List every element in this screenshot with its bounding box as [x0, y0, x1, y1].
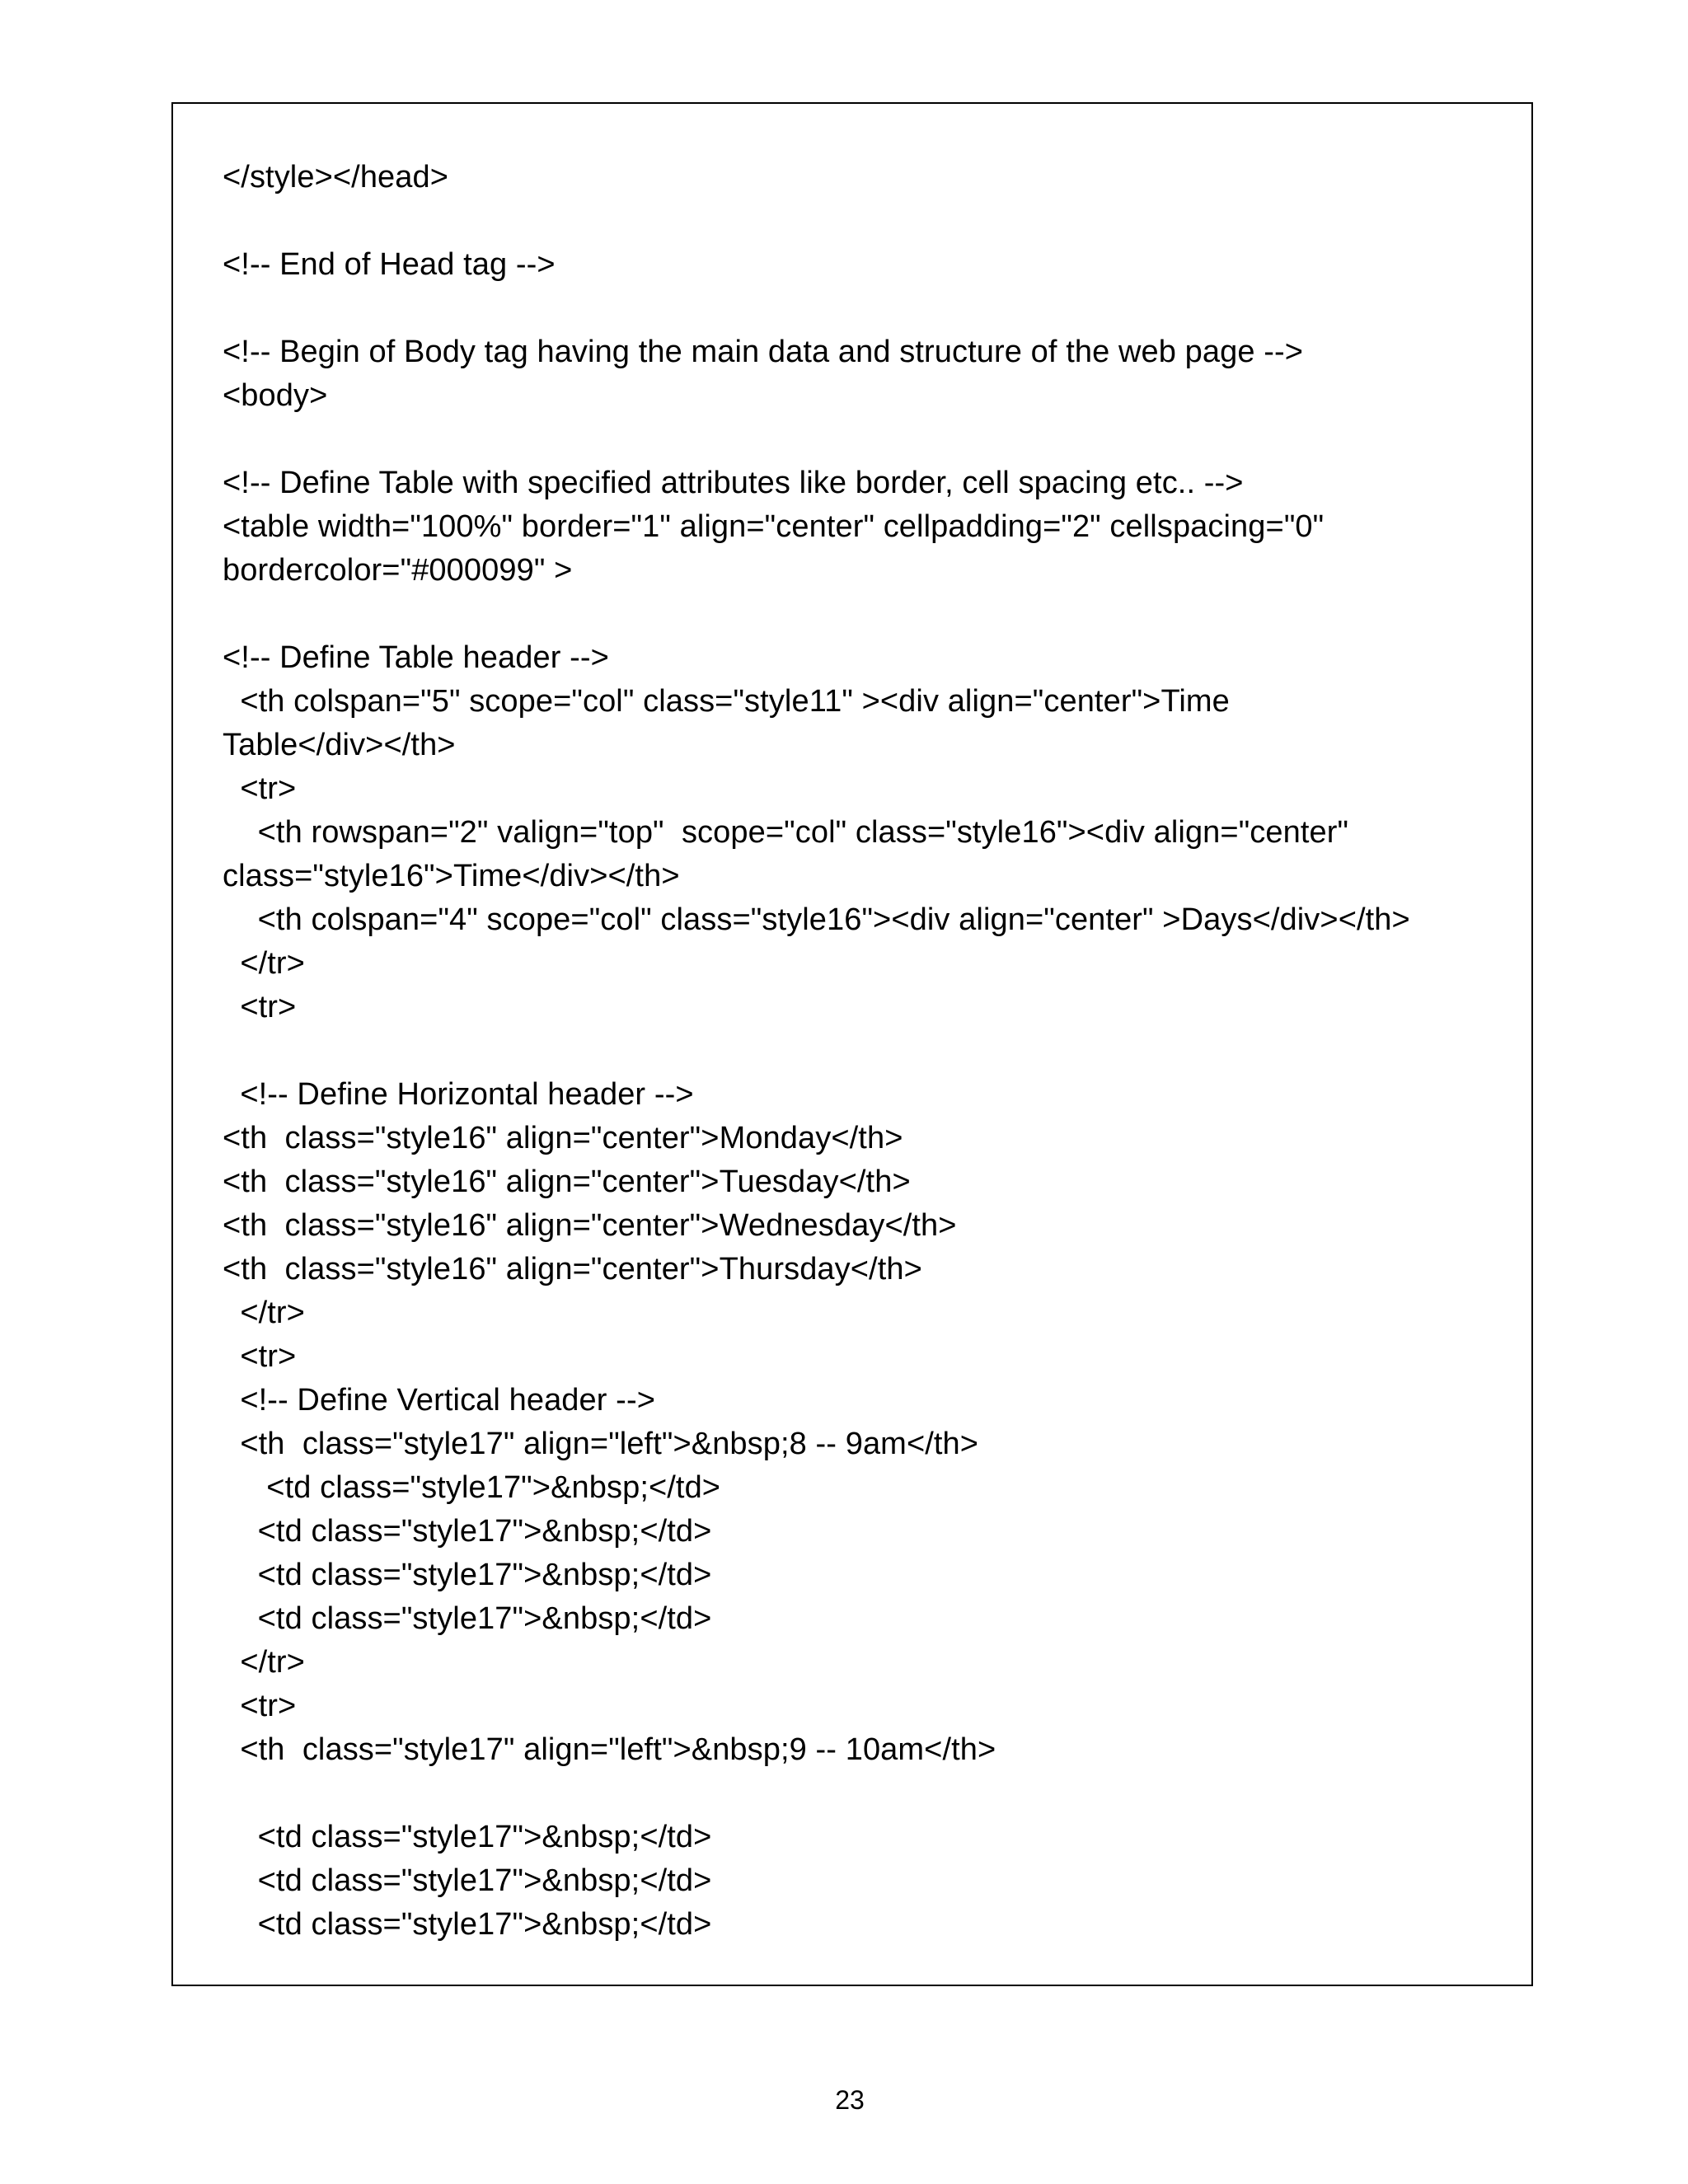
code-line: <td class="style17">&nbsp;</td> — [223, 1863, 712, 1898]
code-line: <td class="style17">&nbsp;</td> — [223, 1820, 712, 1854]
code-line: <th colspan="5" scope="col" class="style11" ><div align="center">Time — [223, 684, 1230, 719]
code-line: <td class="style17">&nbsp;</td> — [223, 1601, 712, 1636]
code-line: </tr> — [223, 1645, 305, 1680]
code-line: <td class="style17">&nbsp;</td> — [223, 1558, 712, 1592]
code-line: <th class="style17" align="left">&nbsp;8 -- 9am</th> — [223, 1427, 979, 1461]
code-line: <th colspan="4" scope="col" class="style16"><div align="center" >Days</div></th> — [223, 902, 1410, 937]
code-line: <th class="style16" align="center">Monday</th> — [223, 1121, 903, 1155]
code-line: </style></head> — [223, 160, 449, 194]
code-line — [223, 287, 1498, 330]
code-line: <!-- Define Horizontal header --> — [223, 1077, 694, 1112]
code-listing — [223, 156, 1498, 1947]
code-line: <!-- Begin of Body tag having the main data and structure of the web page --> — [223, 335, 1304, 369]
code-line: <th class="style16" align="center">Thursday</th> — [223, 1252, 922, 1286]
code-line: <th class="style16" align="center">Tuesday</th> — [223, 1165, 911, 1199]
code-line: <!-- Define Table with specified attributes like border, cell spacing etc.. --> — [223, 466, 1244, 500]
code-line: <tr> — [223, 1689, 297, 1723]
code-line: <th rowspan="2" valign="top" scope="col" class="style16"><div align="center" — [223, 815, 1349, 850]
code-line: class="style16">Time</div></th> — [223, 859, 680, 893]
code-line — [223, 199, 1498, 243]
code-line — [223, 593, 1498, 636]
code-line: <td class="style17">&nbsp;</td> — [223, 1470, 721, 1505]
code-line: <!-- Define Table header --> — [223, 640, 609, 675]
code-line: Table</div></th> — [223, 728, 456, 762]
code-line: <table width="100%" border="1" align="center" cellpadding="2" cellspacing="0" — [223, 509, 1325, 544]
code-line: <tr> — [223, 990, 297, 1024]
code-line: <tr> — [223, 771, 297, 806]
code-line: <td class="style17">&nbsp;</td> — [223, 1907, 712, 1942]
code-line: <tr> — [223, 1339, 297, 1374]
code-line — [223, 418, 1498, 462]
code-line: bordercolor="#000099" > — [223, 553, 573, 588]
code-line: </tr> — [223, 946, 305, 981]
code-line: <!-- End of Head tag --> — [223, 247, 556, 282]
code-listing-box — [171, 102, 1533, 1986]
code-line: <th class="style16" align="center">Wednesday</th> — [223, 1208, 957, 1243]
code-line — [223, 1772, 1498, 1816]
code-line: <td class="style17">&nbsp;</td> — [223, 1514, 712, 1549]
code-line: <th class="style17" align="left">&nbsp;9 -- 10am</th> — [223, 1732, 996, 1767]
page-number: 23 — [835, 2085, 865, 2115]
code-line: <body> — [223, 378, 328, 413]
code-line — [223, 1029, 1498, 1073]
code-line: </tr> — [223, 1296, 305, 1330]
code-line: <!-- Define Vertical header --> — [223, 1383, 655, 1418]
